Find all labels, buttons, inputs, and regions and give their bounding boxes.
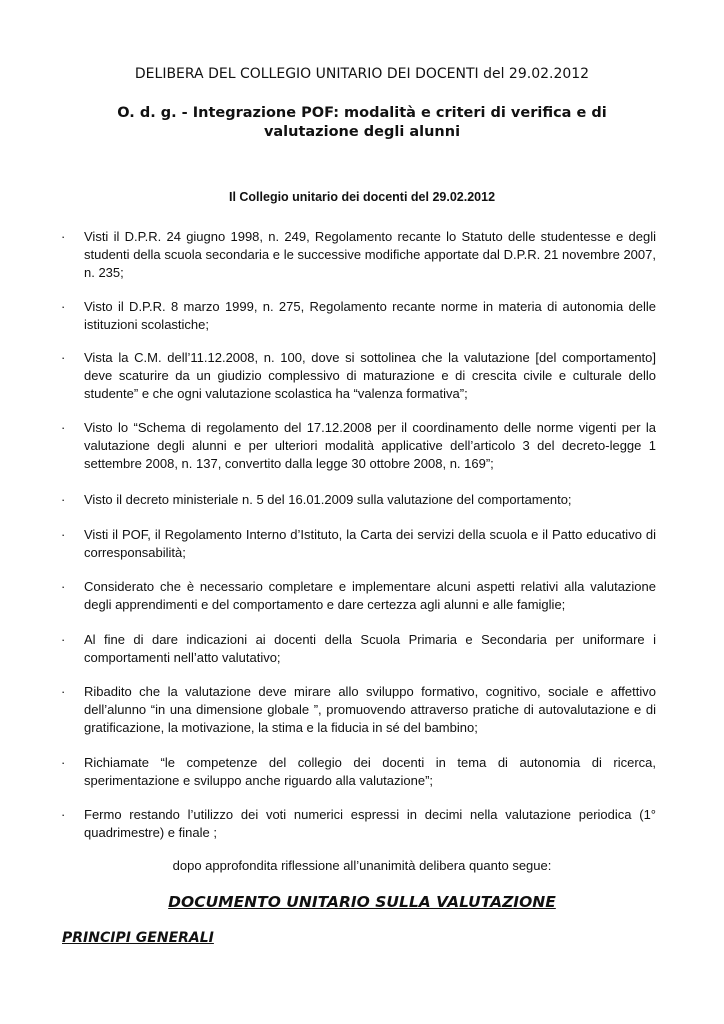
bullet-icon: · bbox=[61, 527, 66, 542]
bullet-icon: · bbox=[61, 632, 66, 647]
agenda-subtitle: O. d. g. - Integrazione POF: modalità e criteri di verifica e di valutazione degli alunni bbox=[117, 105, 607, 140]
collegio-heading: Il Collegio unitario dei docenti del 29.02.2012 bbox=[228, 190, 496, 204]
bullet-icon: · bbox=[61, 807, 66, 822]
list-item-text: Visto il D.P.R. 8 marzo 1999, n. 275, Regolamento recante norme in materia di autonomia delle istituzioni scolastiche; bbox=[84, 299, 656, 332]
bullet-icon: · bbox=[61, 579, 66, 594]
list-item-text: Considerato che è necessario completare e implementare alcuni aspetti relativi alla valutazione degli apprendimenti e del comportamento e dare certezza agli alunni e alle famiglie; bbox=[84, 579, 656, 612]
list-item-text: Visti il D.P.R. 24 giugno 1998, n. 249, Regolamento recante lo Statuto delle studentesse e degli studenti della scuola secondaria e le successive modifiche apportate dal D.P.R. 21 novembre 2007, n. 235; bbox=[84, 229, 656, 280]
bullet-icon: · bbox=[61, 492, 66, 507]
document-unitario-title: DOCUMENTO UNITARIO SULLA VALUTAZIONE bbox=[168, 893, 556, 911]
list-item-text: Visto il decreto ministeriale n. 5 del 16.01.2009 sulla valutazione del comportamento; bbox=[84, 492, 572, 507]
document-title: DELIBERA DEL COLLEGIO UNITARIO DEI DOCENTI del 29.02.2012 bbox=[134, 66, 590, 82]
bullet-icon: · bbox=[61, 350, 66, 365]
list-item-text: Vista la C.M. dell’11.12.2008, n. 100, dove si sottolinea che la valutazione [del comportamento] deve scaturire da un giudizio complessivo di maturazione e di crescita civile e culturale dello studente” e che ogni valutazione scolastica ha “valenza formativa”; bbox=[84, 350, 656, 401]
bullet-icon: · bbox=[61, 684, 66, 699]
conclusion-text: dopo approfondita riflessione all’unanimità delibera quanto segue: bbox=[172, 858, 552, 873]
bullet-icon: · bbox=[61, 755, 66, 770]
list-item-text: Al fine di dare indicazioni ai docenti della Scuola Primaria e Secondaria per uniformare i comportamenti nell’atto valutativo; bbox=[84, 632, 656, 665]
bullet-icon: · bbox=[61, 299, 66, 314]
list-item-text: Visti il POF, il Regolamento Interno d’Istituto, la Carta dei servizi della scuola e il Patto educativo di corresponsabilità; bbox=[84, 527, 656, 560]
section-heading: PRINCIPI GENERALI bbox=[62, 930, 214, 946]
list-item-text: Fermo restando l’utilizzo dei voti numerici espressi in decimi nella valutazione periodica (1° quadrimestre) e finale ; bbox=[84, 807, 656, 840]
list-item-text: Ribadito che la valutazione deve mirare allo sviluppo formativo, cognitivo, sociale e affettivo dell’alunno “in una dimensione globale ”, promuovendo attraverso pratiche di autovalutazione e di gratificazione, la motivazione, la stima e la fiducia in sé del bambino; bbox=[84, 684, 656, 735]
bullet-icon: · bbox=[61, 229, 66, 244]
list-item-text: Richiamate “le competenze del collegio dei docenti in tema di autonomia di ricerca, sperimentazione e sviluppo anche riguardo alla valutazione”; bbox=[84, 755, 656, 788]
list-item-text: Visto lo “Schema di regolamento del 17.12.2008 per il coordinamento delle norme vigenti per la valutazione degli alunni e per ulteriori modalità applicative dell’articolo 3 del decreto-legge 1 settembre 2008, n. 137, convertito dalla legge 30 ottobre 2008, n. 169”; bbox=[84, 420, 656, 471]
bullet-icon: · bbox=[61, 420, 66, 435]
